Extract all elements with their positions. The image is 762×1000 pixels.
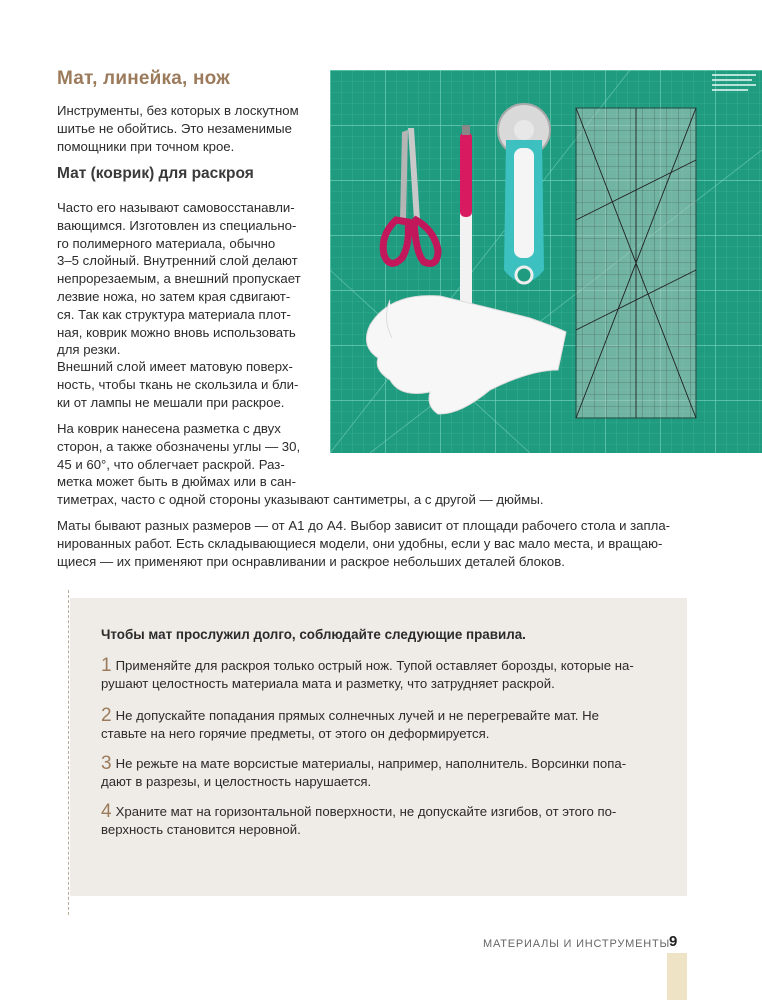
rule-number: 3 (101, 753, 112, 774)
intro-paragraph (57, 102, 319, 155)
text-line: щиеся — их применяют при оснравливании и раскрое небольших деталей блоков. (57, 553, 565, 569)
text-line: Маты бывают разных размеров — от А1 до А4. Выбор зависит от площади рабочего стола и запла- (57, 518, 671, 533)
paragraph-4 (57, 517, 697, 570)
intro-line: шитье не обойтись. Это незаменимые (57, 120, 292, 136)
dashed-divider (68, 590, 69, 915)
rule-number: 2 (101, 705, 112, 726)
text-line: 45 и 60°, что облегчает раскрой. Раз- (57, 456, 285, 472)
rule-item (101, 657, 661, 693)
rule-text: Не режьте на мате ворсистые материалы, например, наполнитель. Ворсинки попа- (115, 756, 627, 771)
rule-text: рушают целостность материала мата и разметку, что затрудняет раскрой. (101, 676, 555, 691)
rule-text: Не допускайте попадания прямых солнечных лучей и не перегревайте мат. Не (115, 708, 599, 723)
text-line: ность, чтобы ткань не скользила и бли- (57, 376, 299, 392)
footer-section-label: МАТЕРИАЛЫ И ИНСТРУМЕНТЫ (483, 938, 671, 950)
rotary-cutter (498, 104, 550, 283)
text-line: нированных работ. Есть складывающиеся модели, они удобны, если у вас мало места, и вращаю- (57, 535, 663, 551)
rule-number: 1 (101, 655, 112, 676)
subheading: Мат (коврик) для раскроя (57, 165, 254, 182)
text-line: сторон, а также обозначены углы — 30, (57, 438, 301, 454)
text-line: ки от лампы не мешали при раскрое. (57, 394, 285, 410)
rules-title: Чтобы мат прослужил долго, соблюдайте следующие правила. (101, 627, 526, 642)
rule-text: ставьте на него горячие предметы, от этого он деформируется. (101, 726, 490, 741)
rule-item (101, 707, 661, 743)
paragraph-1 (57, 199, 319, 359)
text-line: ная, коврик можно вновь использовать (57, 324, 296, 340)
text-line: тиметрах, часто с одной стороны указывают сантиметры, а с другой — дюймы. (57, 492, 544, 508)
mat-tools-photo (330, 70, 762, 453)
rule-item (101, 755, 661, 791)
paragraph-2 (57, 358, 319, 411)
text-line: 3–5 слойный. Внутренний слой делают (57, 253, 298, 269)
rule-text: дают в разрезы, и целостность нарушается. (101, 774, 372, 789)
text-line: лезвие ножа, но затем края сдвигают- (57, 288, 291, 304)
intro-line: Инструменты, без которых в лоскутном (57, 103, 299, 118)
text-line: вающимся. Изготовлен из специально- (57, 217, 297, 233)
rule-number: 4 (101, 801, 112, 822)
text-line: го полимерного материала, обычно (57, 235, 276, 251)
rule-item (101, 803, 661, 839)
rule-text: верхность становится неровной. (101, 822, 301, 837)
text-line: На коврик нанесена разметка с двух (57, 421, 281, 436)
rule-text: Применяйте для раскроя только острый нож. Тупой оставляет борозды, которые на- (115, 658, 634, 673)
text-line: метка может быть в дюймах или в сан- (57, 474, 296, 490)
page-tab (667, 953, 687, 1000)
quilting-ruler (576, 108, 696, 418)
page-number: 9 (669, 933, 678, 950)
text-line: Часто его называют самовосстанавли- (57, 200, 295, 215)
text-line: непрорезаемым, а внешний пропускает (57, 271, 301, 287)
text-line: Внешний слой имеет матовую поверх- (57, 359, 293, 374)
rules-box (70, 598, 687, 896)
text-line: для резки. (57, 342, 121, 358)
intro-line: помощники при точном крое. (57, 138, 235, 154)
rule-text: Храните мат на горизонтальной поверхности, не допускайте изгибов, от этого по- (115, 804, 617, 819)
section-heading: Мат, линейка, нож (57, 68, 230, 89)
text-line: ся. Так как структура материала плот- (57, 306, 291, 322)
